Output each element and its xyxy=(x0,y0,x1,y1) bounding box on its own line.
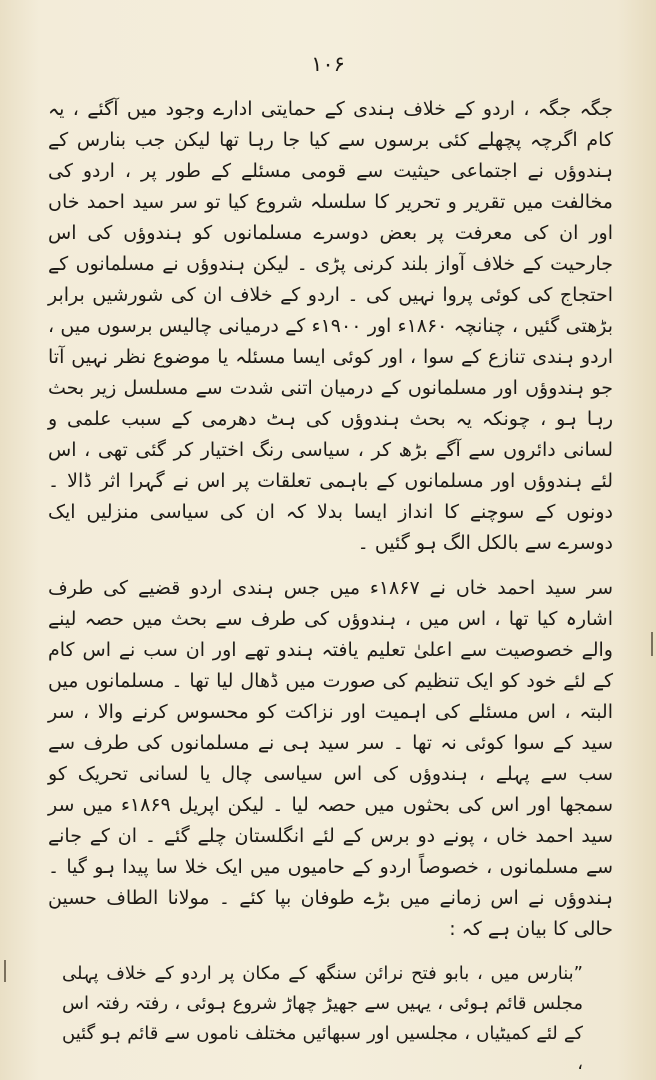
edge-mark-right xyxy=(651,632,653,656)
body-text xyxy=(48,94,613,1079)
block-quote: ”بنارس میں ، بابو فتح نرائن سنگھ کے مکان پر اردو کے خلاف پہلی مجلس قائم ہوئی ، یہیں سے جھیڑ چھاڑ شروع ہوئی ، رفتہ رفتہ اس کے لئے کمیٹیاں ، مجلسیں اور سبھائیں مختلف ناموں سے قائم ہو گئیں ، xyxy=(62,963,583,1074)
edge-mark-left xyxy=(4,960,6,982)
paragraph-1: جگہ جگہ ، اردو کے خلاف ہندی کے حمایتی ادارے وجود میں آگئے ، یہ کام اگرچہ پچھلے کئی برسوں سے کیا جا رہا تھا لیکن جب بنارس کے ہندوؤں نے اجتماعی حیثیت سے قومی مسئلے کے طور پر ، اردو کی مخالفت میں تقریر و تحریر کا سلسلہ شروع کیا تو سر سید احمد خاں اور ان کی معرفت پر بعض دوسرے مسلمانوں کو ہندوؤں کی اس جارحیت کے خلاف آواز بلند کرنی پڑی ۔ لیکن ہندوؤں نے مسلمانوں کے احتجاج کی کوئی پروا نہیں کی ۔ اردو کے خلاف ان کی شورشیں برابر بڑھتی گئیں ، چنانچہ ۱۸۶۰ء اور ۱۹۰۰ء کے درمیانی چالیس برسوں میں ، اردو ہندی تنازع کے سوا ، اور کوئی ایسا مسئلہ یا موضوع نظر نہیں آتا جو ہندوؤں اور مسلمانوں کے درمیان اتنی شدت سے مسلسل زیر بحث رہا ہو ، چونکہ یہ بحث ہندوؤں کی ہٹ دھرمی کے سبب علمی و لسانی دائروں سے آگے بڑھ کر ، سیاسی رنگ اختیار کر گئی تھی ، اس لئے ہندوؤں اور مسلمانوں کے باہمی تعلقات پر اس نے گہرا اثر ڈالا ۔ دونوں کے سوچنے کا انداز ایسا بدلا کہ ان کی سیاسی منزلیں ایک دوسرے سے بالکل الگ ہو گئیں ۔ xyxy=(48,98,613,554)
page-number: ۱۰۶ xyxy=(311,52,345,76)
paragraph-2: سر سید احمد خاں نے ۱۸۶۷ء میں جس ہندی اردو قضیے کی طرف اشارہ کیا تھا ، اس میں ، ہندوؤں کی طرف سے بحث میں حصہ لینے والے خصوصیت سے اعلیٰ تعلیم یافتہ ہندو تھے اور ان سب نے اس کام کے لئے خود کو ایک تنظیم کی صورت میں ڈھال لیا تھا ۔ مسلمانوں میں البتہ ، اس مسئلے کی اہمیت اور نزاکت کو محسوس کرنے والا ، سر سید کے سوا کوئی نہ تھا ۔ سر سید ہی نے مسلمانوں کی طرف سے سب سے پہلے ، ہندوؤں کی اس سیاسی چال یا لسانی تحریک کو سمجھا اور اس کی بحثوں میں حصہ لیا ۔ لیکن اپریل ۱۸۶۹ء میں سر سید احمد خاں ، پونے دو برس کے لئے انگلستان چلے گئے ۔ ان کے جانے سے مسلمانوں ، خصوصاً اردو کے حامیوں میں ایک خلا سا پیدا ہو گیا ۔ ہندوؤں نے اس زمانے میں بڑے طوفان بپا کئے ۔ مولانا الطاف حسین حالی کا بیان ہے کہ : xyxy=(48,577,613,940)
